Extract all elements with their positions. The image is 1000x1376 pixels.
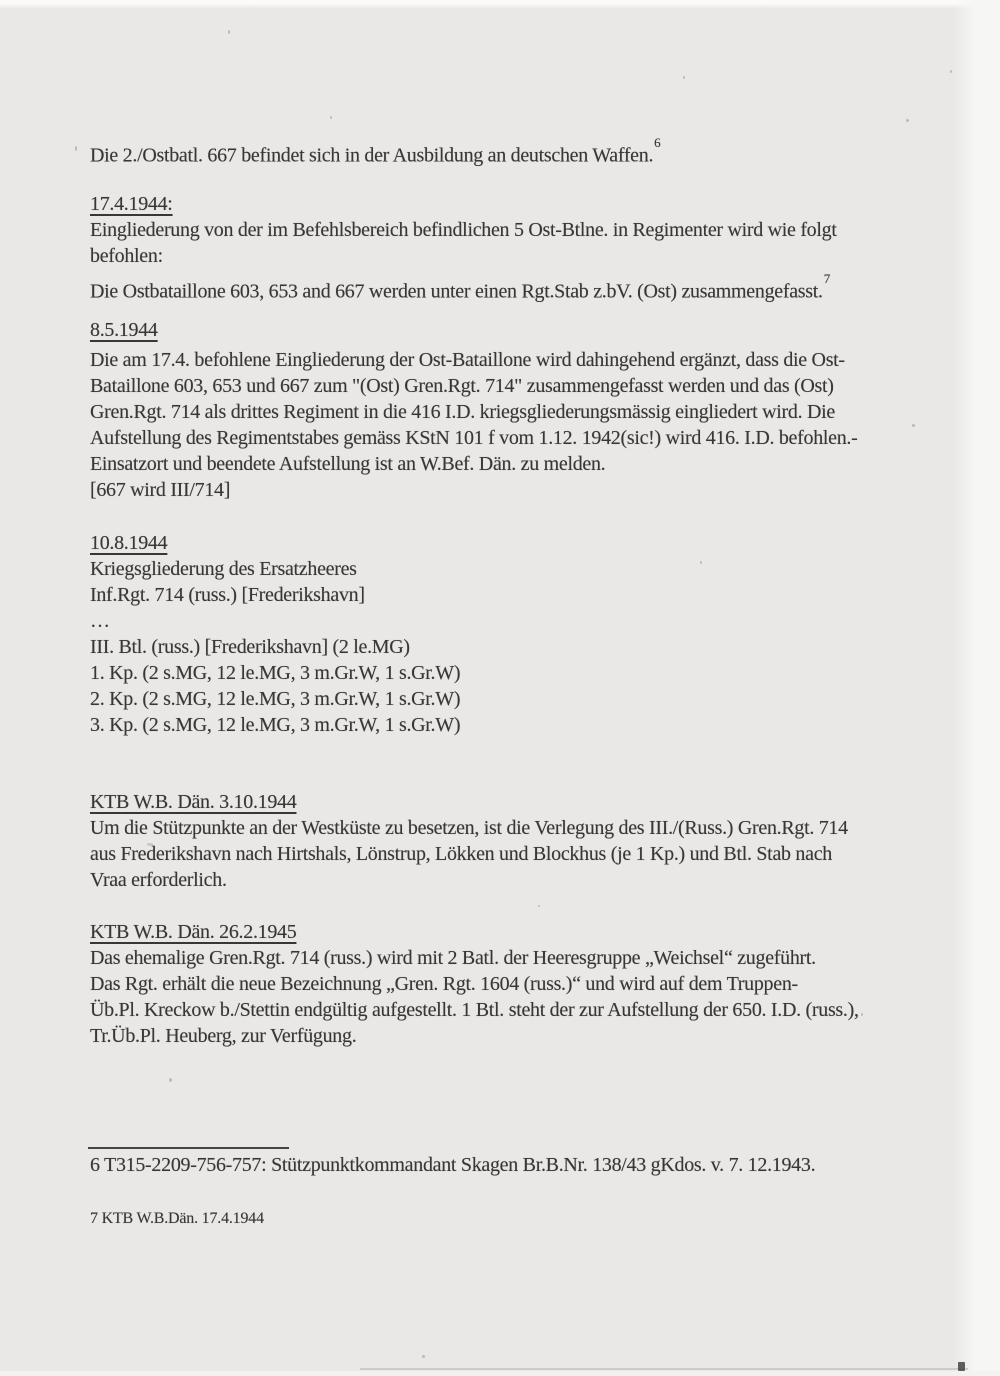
scan-edge-top — [0, 0, 1000, 9]
section-heading: 10.8.1944 — [90, 532, 168, 554]
text-line: Um die Stützpunkte an der Westküste zu besetzen, ist die Verlegung des III./(Russ.) Gren.Rgt. 714 — [90, 817, 848, 839]
section-8-5-1944 — [90, 317, 858, 503]
section-ktb-26-2-1945 — [90, 919, 859, 1049]
footnote-separator-rule — [88, 1147, 289, 1149]
footnote-ref-6: 6 — [654, 135, 661, 150]
dust-speck — [169, 1078, 172, 1082]
text-line: Inf.Rgt. 714 (russ.) [Frederikshavn] — [90, 584, 365, 606]
text-line: Kriegsgliederung des Ersatzheeres — [90, 558, 357, 580]
paragraph-ostbatl-667 — [90, 135, 661, 167]
text-line: … — [90, 610, 110, 632]
text-line: Die 2./Ostbatl. 667 befindet sich in der Ausbildung an deutschen Waffen.$^6$ — [90, 135, 661, 167]
text-line: Das Rgt. erhält die neue Bezeichnung „Gren. Rgt. 1604 (russ.)“ und wird auf dem Truppen- — [90, 973, 798, 995]
footnote-7: 7 KTB W.B.Dän. 17.4.1944 — [90, 1210, 264, 1227]
dust-speck — [683, 76, 685, 79]
text-line: aus Frederikshavn nach Hirtshals, Lönstrup, Lökken und Blockhus (je 1 Kp.) und Btl. Stab nach — [90, 843, 832, 865]
text-line: 1. Kp. (2 s.MG, 12 le.MG, 3 m.Gr.W, 1 s.Gr.W) — [90, 662, 461, 684]
scan-corner-mark — [958, 1362, 965, 1371]
dust-speck — [75, 146, 77, 151]
text-line: Bataillone 603, 653 und 667 zum "(Ost) Gren.Rgt. 714" zusammengefasst werden und das (Ost) — [90, 375, 834, 397]
section-ktb-3-10-1944 — [90, 789, 848, 893]
dust-speck — [906, 119, 909, 122]
dust-speck — [422, 1355, 425, 1358]
footnote-ref-7: 7 — [823, 271, 831, 286]
text-line: Die Ostbataillone 603, 653 and 667 werden unter einen Rgt.Stab z.bV. (Ost) zusammengefasst.$^7$ — [90, 271, 831, 303]
text-line: Tr.Üb.Pl. Heuberg, zur Verfügung. — [90, 1025, 357, 1047]
text-line: befohlen: — [90, 245, 163, 267]
section-10-8-1944 — [90, 530, 460, 738]
footnote-6: 6 T315-2209-756-757: Stützpunktkommandant Skagen Br.B.Nr. 138/43 gKdos. v. 7. 12.1943. — [90, 1154, 816, 1176]
section-17-4-1944 — [90, 191, 837, 303]
section-heading: 8.5.1944 — [90, 319, 158, 341]
text-line: III. Btl. (russ.) [Frederikshavn] (2 le.MG) — [90, 636, 410, 658]
section-heading: KTB W.B. Dän. 3.10.1944 — [90, 791, 297, 813]
dust-speck — [228, 30, 230, 34]
dust-speck — [912, 424, 915, 427]
dust-speck — [538, 905, 540, 907]
text-line: Das ehemalige Gren.Rgt. 714 (russ.) wird mit 2 Batl. der Heeresgruppe „Weichsel“ zugeführt. — [90, 947, 816, 969]
text-line: 3. Kp. (2 s.MG, 12 le.MG, 3 m.Gr.W, 1 s.Gr.W) — [90, 714, 461, 736]
dust-speck — [330, 116, 332, 119]
section-heading: KTB W.B. Dän. 26.2.1945 — [90, 921, 297, 943]
text-line: Einsatzort und beendete Aufstellung ist an W.Bef. Dän. zu melden. — [90, 453, 606, 475]
dust-speck — [950, 70, 952, 73]
dust-speck — [757, 233, 760, 236]
scan-edge-bottom — [0, 1371, 1000, 1376]
scan-edge-bottom-line — [360, 1368, 968, 1370]
text-line: Vraa erforderlich. — [90, 869, 227, 891]
text-line: Üb.Pl. Kreckow b./Stettin endgültig aufgestellt. 1 Btl. steht der zur Aufstellung der 650. I.D. (russ.), — [90, 999, 859, 1021]
text-line: Die am 17.4. befohlene Eingliederung der Ost-Bataillone wird dahingehend ergänzt, dass die Ost- — [90, 349, 845, 371]
text-line: 2. Kp. (2 s.MG, 12 le.MG, 3 m.Gr.W, 1 s.Gr.W) — [90, 688, 461, 710]
text-line: Aufstellung des Regimentstabes gemäss KStN 101 f vom 1.12. 1942(sic!) wird 416. I.D. befohlen.- — [90, 427, 858, 449]
section-heading: 17.4.1944: — [90, 193, 173, 215]
text-line: Gren.Rgt. 714 als drittes Regiment in die 416 I.D. kriegsgliederungsmässig eingliedert wird. Die — [90, 401, 835, 423]
text-line: Eingliederung von der im Befehlsbereich befindlichen 5 Ost-Btlne. in Regimenter wird wie folgt — [90, 219, 837, 241]
scan-edge-right — [954, 0, 1000, 1376]
text-line: [667 wird III/714] — [90, 479, 231, 501]
dust-speck — [147, 843, 153, 846]
dust-speck — [861, 1013, 863, 1016]
dust-speck — [700, 561, 702, 564]
